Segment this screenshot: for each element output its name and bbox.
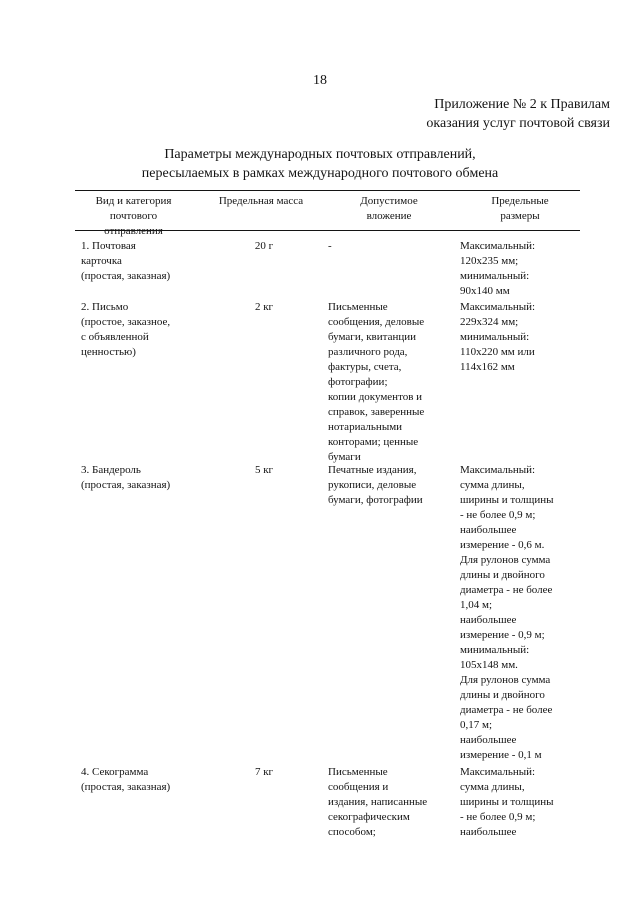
size-line: измерение - 0,9 м; (460, 629, 545, 641)
row-sizes (450, 239, 580, 299)
size-line: 110х220 мм или (460, 346, 535, 358)
size-line: наибольшее (460, 524, 517, 536)
size-line: наибольшее (460, 614, 517, 626)
size-line: Для рулонов сумма (460, 674, 551, 686)
size-line: длины и двойного (460, 569, 545, 581)
table-row (75, 463, 580, 763)
appendix-line-2: оказания услуг почтовой связи (426, 116, 610, 131)
page-number: 18 (313, 73, 327, 88)
content-line: рукописи, деловые (328, 479, 417, 491)
table-row (75, 300, 580, 465)
size-line: 229х324 мм; (460, 316, 519, 328)
content-line: нотариальными (328, 421, 403, 433)
content-line: копии документов и (328, 391, 423, 403)
size-line: измерение - 0,6 м. (460, 539, 545, 551)
size-line: Для рулонов сумма (460, 554, 551, 566)
header-content: Допустимое вложение (360, 195, 418, 222)
content-line: Письменные (328, 766, 388, 778)
content-line: - (328, 240, 332, 252)
header-mass: Предельная масса (218, 195, 304, 207)
content-line: издания, написанные (328, 796, 428, 808)
content-line: бумаги, фотографии (328, 494, 423, 506)
size-line: 0,17 м; (460, 719, 493, 731)
title-line-2: пересылаемых в рамках международного почтового обмена (141, 166, 499, 181)
content-line: Печатные издания, (328, 464, 417, 476)
header-category: Вид и категория почтового отправления (95, 195, 172, 237)
content-line: справок, заверенные (328, 406, 425, 418)
size-line: ширины и толщины (460, 796, 554, 808)
content-line: Письменные (328, 301, 388, 313)
size-line: 105х148 мм. (460, 659, 518, 671)
content-line: фотографии; (328, 376, 388, 388)
content-line: способом; (328, 826, 376, 838)
title-line-1: Параметры международных почтовых отправлений, (164, 147, 476, 162)
size-line: минимальный: (460, 270, 530, 282)
size-line: минимальный: (460, 331, 530, 343)
content-line: фактуры, счета, (328, 361, 402, 373)
size-line: сумма длины, (460, 479, 525, 491)
row-category: 3. Бандероль (простая, заказная) (81, 464, 171, 491)
size-line: 90х140 мм (460, 285, 510, 297)
size-line: 1,04 м; (460, 599, 493, 611)
row-category: 4. Секограмма (простая, заказная) (81, 766, 171, 793)
row-content (322, 300, 450, 465)
table-row (75, 765, 580, 840)
size-line: сумма длины, (460, 781, 525, 793)
size-line: диаметра - не более (460, 584, 553, 596)
row-mass: 2 кг (254, 301, 274, 313)
content-line: бумаги (328, 451, 361, 463)
size-line: 120х235 мм; (460, 255, 519, 267)
header-sizes: Предельные размеры (491, 195, 549, 222)
size-line: наибольшее (460, 826, 517, 838)
table-row (75, 239, 580, 299)
row-sizes (450, 765, 580, 840)
appendix-line-1: Приложение № 2 к Правилам (434, 97, 610, 112)
appendix-note (426, 95, 610, 133)
parameters-table (75, 190, 580, 838)
content-line: конторами; ценные (328, 436, 419, 448)
row-sizes (450, 300, 580, 465)
size-line: ширины и толщины (460, 494, 554, 506)
content-line: различного рода, (328, 346, 408, 358)
size-line: Максимальный: (460, 464, 536, 476)
size-line: Максимальный: (460, 766, 536, 778)
row-content (322, 463, 450, 763)
size-line: 114х162 мм (460, 361, 515, 373)
row-mass: 7 кг (254, 766, 274, 778)
content-line: бумаги, квитанции (328, 331, 416, 343)
size-line: наибольшее (460, 734, 517, 746)
size-line: минимальный: (460, 644, 530, 656)
content-line: сообщения, деловые (328, 316, 425, 328)
size-line: измерение - 0,1 м (460, 749, 542, 761)
table-header (75, 190, 580, 237)
content-line: сообщения и (328, 781, 389, 793)
size-line: - не более 0,9 м; (460, 811, 536, 823)
row-mass: 20 г (254, 240, 274, 252)
size-line: длины и двойного (460, 689, 545, 701)
size-line: диаметра - не более (460, 704, 553, 716)
size-line: - не более 0,9 м; (460, 509, 536, 521)
row-sizes (450, 463, 580, 763)
content-line: секографическим (328, 811, 410, 823)
row-content (322, 765, 450, 840)
row-mass: 5 кг (254, 464, 274, 476)
size-line: Максимальный: (460, 301, 536, 313)
row-category: 2. Письмо (простое, заказное, с объявленной ценностью) (81, 301, 171, 358)
size-line: Максимальный: (460, 240, 536, 252)
row-content (322, 239, 450, 299)
row-category: 1. Почтовая карточка (простая, заказная) (81, 240, 171, 282)
document-title (0, 145, 640, 183)
